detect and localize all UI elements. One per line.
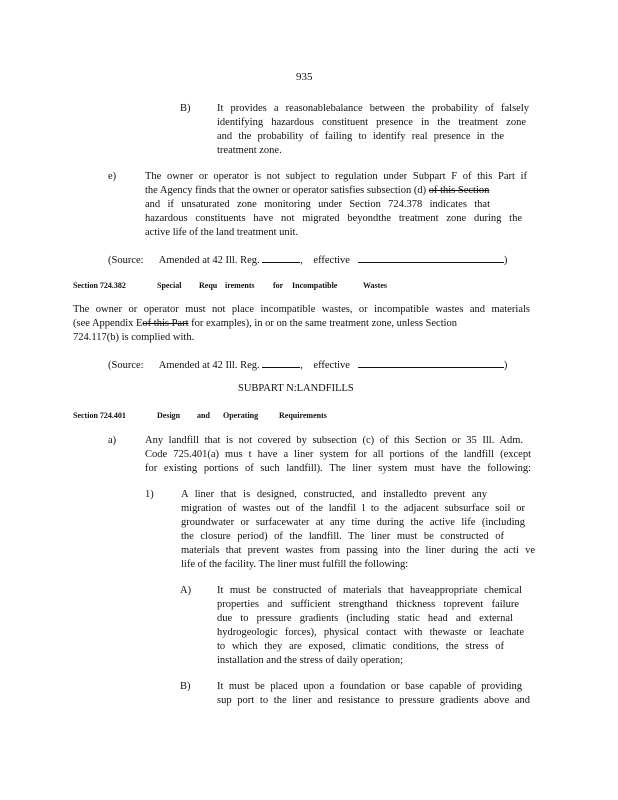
section-number: Section 724.401: [73, 411, 126, 420]
source-label: (Source:: [108, 255, 144, 266]
item-A-label: A): [180, 585, 192, 596]
item-A-line: It must be constructed of materials that haveappropriate chemical: [217, 585, 522, 596]
item-e-line: hazardous constituents have not migrated beyondthe treatment zone during the: [145, 213, 522, 224]
source-label: (Source:: [108, 360, 144, 371]
source-close: ): [503, 255, 508, 266]
section-title-word: Requ: [199, 281, 218, 290]
source-amended: Amended at 42 Ill. Reg.: [158, 360, 260, 371]
item-e-line: active life of the land treatment unit.: [145, 227, 299, 238]
item-A-line: hydrogeologic forces), physical contact with thewaste or leachate: [217, 627, 524, 638]
section-title-word: and: [197, 411, 210, 420]
source-effective: effective: [313, 360, 350, 371]
section-title-word: for: [273, 281, 284, 290]
page-number: 935: [296, 71, 313, 83]
item-b-line: and the probability of failing to identify real presence in the: [217, 131, 504, 142]
section-title-word: Operating: [223, 411, 259, 420]
section-title-word: Requirements: [279, 411, 327, 420]
section-title-word: Design: [157, 411, 181, 420]
item-e-line: [145, 184, 545, 198]
item-1-line: migration of wastes out of the landfil l to the adjacent subsurface soil or: [181, 503, 525, 514]
source-amended: Amended at 42 Ill. Reg.: [158, 255, 260, 266]
item-1-line: the closure period) of the landfill. The liner must be constructed of: [181, 531, 504, 542]
source-note: [108, 357, 507, 373]
source-note: [108, 252, 507, 268]
section-title-word: Special: [157, 281, 182, 290]
section-title-word: irements: [225, 281, 255, 290]
item-b-label: B): [180, 103, 191, 114]
item-A-line: installation and the stress of daily operation;: [217, 655, 404, 666]
item-1-line: life of the facility. The liner must fulfill the following:: [181, 559, 409, 570]
item-e-text: the Agency finds that the owner or operator satisfies subsection (d): [145, 185, 427, 196]
item-1-line: materials that prevent wastes from passing into the liner during the acti ve: [181, 545, 535, 556]
section-body-line: [73, 317, 533, 331]
source-comma: ,: [300, 360, 303, 371]
section-body-line: 724.117(b) is complied with.: [73, 332, 195, 343]
struck-text: of this Section: [428, 185, 490, 196]
item-b-line: identifying hazardous constituent presence in the treatment zone: [217, 117, 526, 128]
section-body-line: The owner or operator must not place incompatible wastes, or incompatible wastes and materials: [73, 304, 530, 315]
section-title-word: Incompatible: [292, 281, 338, 290]
struck-text: of this Part: [142, 318, 189, 329]
section-title-word: Wastes: [363, 281, 387, 290]
subpart-heading: SUBPART N:LANDFILLS: [238, 383, 354, 394]
reg-blank: [262, 252, 300, 263]
item-a-line: Code 725.401(a) mus t have a liner system for all portions of the landfill (except: [145, 449, 531, 460]
item-a-label: a): [108, 435, 117, 446]
item-a-line: for existing portions of such landfill). The liner system must have the following:: [145, 463, 531, 474]
item-A-line: to which they are exposed, climatic conditions, the stress of: [217, 641, 504, 652]
section-body-text: for examples), in or on the same treatment zone, unless Section: [191, 318, 458, 329]
item-B2-label: B): [180, 681, 191, 692]
section-body-text: (see Appendix E: [73, 318, 143, 329]
item-a-line: Any landfill that is not covered by subsection (c) of this Section or 35 Ill. Adm.: [145, 435, 523, 446]
source-effective: effective: [313, 255, 350, 266]
item-e-label: e): [108, 171, 117, 182]
item-b-line: treatment zone.: [217, 145, 282, 156]
section-number: Section 724.382: [73, 281, 126, 290]
item-B2-line: It must be placed upon a foundation or base capable of providing: [217, 681, 522, 692]
effective-date-blank: [358, 357, 504, 368]
item-1-line: A liner that is designed, constructed, and installedto prevent any: [181, 489, 487, 500]
item-1-line: groundwater or surfacewater at any time during the active life (including: [181, 517, 525, 528]
effective-date-blank: [358, 252, 504, 263]
item-b-line: It provides a reasonablebalance between the probability of falsely: [217, 103, 529, 114]
source-close: ): [503, 360, 508, 371]
reg-blank: [262, 357, 300, 368]
item-e-line: The owner or operator is not subject to regulation under Subpart F of this Part if: [145, 171, 527, 182]
item-B2-line: sup port to the liner and resistance to pressure gradients above and: [217, 695, 530, 706]
item-A-line: properties and sufficient strengthand thickness toprevent failure: [217, 599, 519, 610]
item-1-label: 1): [145, 489, 154, 500]
item-A-line: due to pressure gradients (including static head and external: [217, 613, 513, 624]
source-comma: ,: [300, 255, 303, 266]
item-e-line: and if unsaturated zone monitoring under Section 724.378 indicates that: [145, 199, 490, 210]
